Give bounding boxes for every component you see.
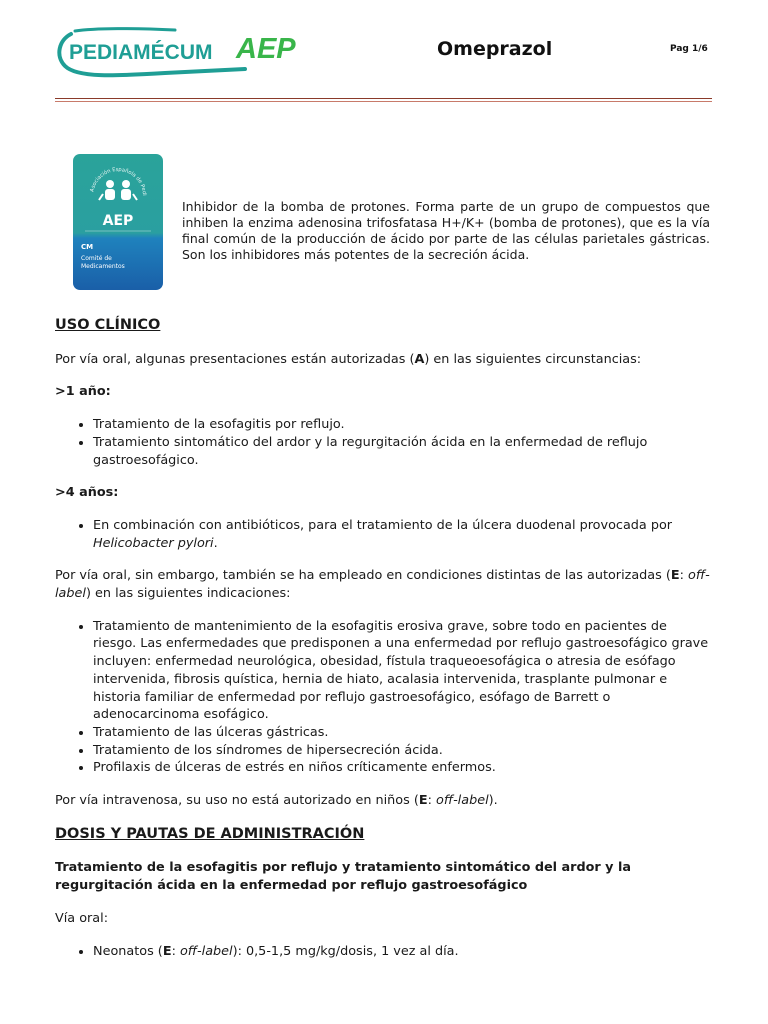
offlabel-list (55, 618, 711, 777)
page-number: Pag 1/6 (670, 44, 708, 54)
badge-committee-line1: Comité de (81, 255, 112, 262)
age-group-4-list (55, 517, 711, 552)
header-rule (55, 98, 712, 99)
badge-org: AEP (102, 213, 134, 229)
list-item: • Tratamiento de los síndromes de hipersecreción ácida. (93, 742, 711, 760)
dosis-subheading: Tratamiento de la esofagitis por reflujo y tratamiento sintomático del ardor y la regurgitación ácida en la enfermedad por reflujo gastroesofágico (55, 860, 631, 894)
list-item: • Tratamiento de la esofagitis por reflujo. (93, 416, 711, 434)
list-item: • Tratamiento sintomático del ardor y la regurgitación ácida en la enfermedad de reflujo gastroesofágico. (93, 434, 711, 469)
section-heading-uso-clinico: USO CLÍNICO (55, 317, 161, 333)
list-item: • Tratamiento de las úlceras gástricas. (93, 724, 711, 742)
list-item: • En combinación con antibióticos, para el tratamiento de la úlcera duodenal provocada por Helicobacter pylori. (93, 517, 711, 552)
offlabel-intro: Por vía oral, sin embargo, también se ha empleado en condiciones distintas de las autorizadas (E: off-label) en las siguientes indicaciones: (55, 568, 710, 602)
aep-committee-badge (73, 154, 163, 290)
badge-committee-code: CM (81, 243, 94, 251)
intro-paragraph: Inhibidor de la bomba de protones. Forma parte de un grupo de compuestos que inhiben la enzima adenosina trifosfatasa H+/K+ (bomba de protones), que es la vía final común de la producción de ácido por parte de las células parietales gástricas. Son los inhibidores más potentes de la secreción ácida. (182, 198, 710, 262)
badge-arc-text: Asociación Española de Pedi (89, 166, 148, 196)
list-item: • Neonatos (E: off-label): 0,5-1,5 mg/kg/dosis, 1 vez al día. (93, 943, 711, 961)
age-group-4: >4 años: (55, 485, 119, 501)
route-label: Vía oral: (55, 910, 109, 926)
age-group-1-list (55, 416, 711, 469)
badge-committee-line2: Medicamentos (81, 263, 125, 270)
list-item: • Profilaxis de úlceras de estrés en niños críticamente enfermos. (93, 759, 711, 777)
document-title: Omeprazol (437, 38, 553, 60)
brand-right-text: AEP (236, 33, 296, 65)
main-content (55, 317, 711, 960)
pediamecum-logo (55, 26, 300, 78)
oral-authorized-intro: Por vía oral, algunas presentaciones están autorizadas (A) en las siguientes circunstancias: (55, 351, 642, 367)
brand-left-text: PEDIAMÉCUM (69, 41, 213, 64)
section-heading-dosis: DOSIS Y PAUTAS DE ADMINISTRACIÓN (55, 825, 365, 842)
header-rule-secondary (55, 101, 712, 102)
age-group-1: >1 año: (55, 384, 111, 400)
dosis-list (55, 943, 711, 961)
list-item: • Tratamiento de mantenimiento de la esofagitis erosiva grave, sobre todo en pacientes de riesgo. Las enfermedades que predisponen a una enfermedad por reflujo gastroesofágico grave incluyen: enfermedad neurológica, obesidad, fístula traqueoesofágica o atresia de esófago intervenida, fibrosis quística, hernia de hiato, acalasia intervenida, trasplante pulmonar e historia familiar de enfermedad por reflujo gastroesofágico, esófago de Barrett o adenocarcinoma esofágico. (93, 618, 711, 724)
iv-note: Por vía intravenosa, su uso no está autorizado en niños (E: off-label). (55, 793, 498, 809)
